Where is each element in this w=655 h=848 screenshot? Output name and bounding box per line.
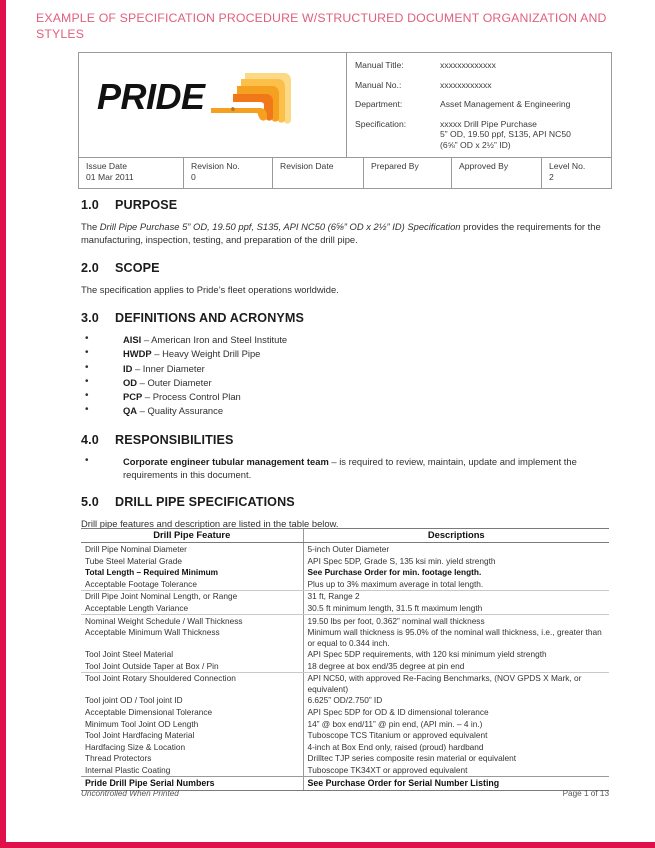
cell-description: 31 ft, Range 2: [307, 591, 360, 602]
cell-label: Revision No.: [191, 161, 240, 171]
purpose-paragraph: [81, 220, 612, 246]
purpose-text-b: provides the requirements for the manufacturing, inspection, testing, and preparation of the drill pipe.: [81, 221, 601, 245]
section-title: SCOPE: [115, 261, 160, 275]
section-purpose: [81, 198, 612, 246]
spec-table-header-row: [81, 529, 609, 543]
table-row: [81, 627, 609, 649]
spec-table: [81, 529, 609, 791]
table-row: [81, 718, 609, 730]
document-body: [81, 198, 612, 545]
cell-feature: Tool Joint Hardfacing Material: [81, 730, 303, 742]
section-number: 1.0: [81, 198, 99, 212]
header-cell-approved-by: [452, 158, 542, 188]
cell-description: API Spec 5DP for OD & ID dimensional tolerance: [307, 706, 489, 717]
meta-value-line: xxxxx Drill Pipe Purchase: [440, 118, 537, 129]
list-item: [81, 333, 612, 347]
meta-value-line: (6⅝” OD x 2½” ID): [440, 139, 511, 150]
header-cell-level-no: [542, 158, 611, 188]
list-item: [81, 376, 612, 390]
cell-label: Revision Date: [280, 161, 334, 171]
cell-description: 5-inch Outer Diameter: [307, 544, 390, 554]
meta-value: [440, 60, 611, 71]
meta-label: Manual Title:: [355, 60, 404, 70]
cell-description: 14” @ box end/11” @ pin end, (API min. – 4 in.): [307, 718, 483, 729]
header-cell-revision-no: [184, 158, 273, 188]
definition-term: QA: [123, 405, 138, 417]
logo-trademark: ®: [231, 107, 235, 113]
table-row: [81, 741, 609, 753]
section-responsibilities: [81, 433, 612, 481]
cell-feature: Tool joint OD / Tool joint ID: [81, 695, 303, 707]
header-logo-cell: [79, 53, 347, 157]
document-header-table: [78, 52, 612, 189]
cell-label: Approved By: [459, 161, 509, 171]
meta-value-line: xxxxxxxxxxxx: [440, 79, 492, 90]
footer-left-text: Uncontrolled When Printed: [81, 789, 179, 798]
cell-value: 0: [191, 171, 196, 182]
specifications-intro: Drill pipe features and description are listed in the table below.: [81, 517, 339, 529]
table-row: [81, 590, 609, 602]
scope-paragraph: The specification applies to Pride’s fleet operations worldwide.: [81, 284, 339, 295]
cell-feature: Pride Drill Pipe Serial Numbers: [81, 776, 303, 790]
cell-feature: Acceptable Dimensional Tolerance: [81, 706, 303, 718]
cell-value: 2: [549, 171, 554, 182]
section-number: 4.0: [81, 432, 99, 447]
section-heading-purpose: [81, 198, 612, 212]
meta-value-line: xxxxxxxxxxxxx: [440, 60, 496, 70]
cell-description: Tuboscope TK34XT or approved equivalent: [307, 764, 468, 775]
column-header-descriptions: Descriptions: [303, 529, 609, 543]
cell-description: See Purchase Order for min. footage length.: [307, 567, 482, 578]
pride-logo: [91, 67, 335, 129]
definition-term: PCP: [123, 391, 143, 403]
definitions-list: [81, 333, 612, 419]
meta-label: Department:: [355, 99, 403, 109]
header-cell-issue-date: [79, 158, 184, 188]
meta-row-department: [355, 99, 611, 110]
cell-feature: Thread Protectors: [81, 753, 303, 765]
cell-feature: Internal Plastic Coating: [81, 764, 303, 776]
cell-description: 6.625” OD/2.750” ID: [307, 695, 383, 706]
table-row: [81, 614, 609, 626]
meta-value: [440, 119, 611, 151]
definition-term: ID: [123, 362, 133, 374]
table-row: [81, 730, 609, 742]
section-definitions: [81, 311, 612, 419]
page-title: EXAMPLE OF SPECIFICATION PROCEDURE W/STRUCTURED DOCUMENT ORGANIZATION AND STYLES: [36, 11, 607, 41]
header-cell-prepared-by: [364, 158, 452, 188]
cell-feature: Tube Steel Material Grade: [81, 555, 303, 567]
cell-label: Issue Date: [86, 161, 128, 171]
cell-description: 4-inch at Box End only, raised (proud) hardband: [307, 741, 484, 752]
responsibilities-list: [81, 455, 612, 481]
cell-description: API Spec 5DP requirements, with 120 ksi minimum yield strength: [307, 649, 547, 660]
header-top-row: [79, 53, 611, 158]
table-row: [81, 567, 609, 579]
meta-row-specification: [355, 119, 611, 151]
cell-feature: Minimum Tool Joint OD Length: [81, 718, 303, 730]
cell-feature: Drill Pipe Joint Nominal Length, or Range: [81, 590, 303, 602]
definition-text: – Quality Assurance: [137, 405, 224, 417]
table-row: [81, 672, 609, 695]
purpose-text-a: The: [81, 221, 100, 232]
definition-term: HWDP: [123, 348, 152, 360]
spec-table-body: [81, 543, 609, 791]
cell-description: 30.5 ft minimum length, 31.5 ft maximum length: [303, 602, 609, 614]
section-heading-scope: [81, 261, 612, 275]
cell-value: 01 Mar 2011: [86, 171, 134, 182]
meta-value-line: Asset Management & Engineering: [440, 99, 571, 109]
table-row: [81, 555, 609, 567]
section-number: 5.0: [81, 494, 99, 509]
cell-description: 18 degree at box end/35 degree at pin end: [303, 660, 609, 672]
definition-text: – Heavy Weight Drill Pipe: [151, 348, 261, 360]
definition-text: – Outer Diameter: [137, 376, 212, 388]
header-meta-cell: [347, 53, 611, 157]
section-heading-specifications: [81, 495, 612, 509]
cell-feature: Hardfacing Size & Location: [81, 741, 303, 753]
table-row: [81, 660, 609, 672]
meta-label: Manual No.:: [355, 79, 402, 90]
table-row: [81, 753, 609, 765]
header-cell-revision-date: [273, 158, 364, 188]
table-row: [81, 764, 609, 776]
cell-description: Drilltec TJP series composite resin material or equivalent: [307, 753, 517, 764]
column-header-feature: Drill Pipe Feature: [81, 529, 303, 543]
header-bottom-row: [79, 158, 611, 188]
table-row: [81, 543, 609, 555]
section-scope: [81, 261, 612, 296]
list-item: [81, 404, 612, 418]
cell-feature: Acceptable Length Variance: [81, 602, 303, 614]
page-footer: [81, 789, 609, 798]
definition-term: AISI: [123, 334, 142, 345]
list-item: [81, 455, 612, 481]
section-title: DEFINITIONS AND ACRONYMS: [115, 311, 304, 325]
meta-value: [440, 80, 611, 91]
cell-feature: Nominal Weight Schedule / Wall Thickness: [81, 614, 303, 626]
table-row: [81, 695, 609, 707]
meta-row-manual-no: [355, 80, 611, 91]
list-item: [81, 362, 612, 376]
list-item: [81, 390, 612, 404]
cell-description: 19.50 lbs per foot, 0.362” nominal wall thickness: [307, 615, 485, 626]
cell-description: Plus up to 3% maximum average in total length.: [303, 578, 609, 590]
cell-feature: Drill Pipe Nominal Diameter: [81, 543, 303, 555]
cell-feature: Acceptable Footage Tolerance: [81, 578, 303, 590]
cell-feature: Tool Joint Steel Material: [81, 649, 303, 661]
definition-text: – American Iron and Steel Institute: [141, 334, 288, 345]
section-heading-definitions: [81, 311, 612, 325]
cell-feature: Acceptable Minimum Wall Thickness: [81, 627, 303, 649]
responsibility-term: Corporate engineer tubular management team: [123, 455, 329, 467]
cell-description: Minimum wall thickness is 95.0% of the nominal wall thickness, i.e., greater than or equal to 0.344 inch.: [307, 627, 602, 648]
swoosh-icon: [211, 67, 335, 129]
cell-feature: Tool Joint Outside Taper at Box / Pin: [81, 660, 303, 672]
cell-description: API Spec 5DP, Grade S, 135 ksi min. yield strength: [307, 555, 496, 566]
purpose-text-italic: Drill Pipe Purchase 5” OD, 19.50 ppf, S135, API NC50 (6⅝” OD x 2½” ID) Specification: [99, 221, 461, 232]
table-row: [81, 578, 609, 590]
cell-feature: Tool Joint Rotary Shouldered Connection: [81, 672, 303, 695]
meta-label: Specification:: [355, 118, 407, 129]
section-number: 2.0: [81, 261, 99, 275]
definition-text: – Process Control Plan: [142, 391, 241, 403]
table-row: [81, 706, 609, 718]
table-row: [81, 602, 609, 614]
section-title: DRILL PIPE SPECIFICATIONS: [115, 494, 295, 509]
responsibility-text: – is required to review, maintain, update and implement the requirements in this document.: [123, 455, 577, 480]
meta-value-line: 5” OD, 19.50 ppf, S135, API NC50: [440, 129, 571, 139]
section-specifications: [81, 495, 612, 530]
cell-label: Level No.: [549, 161, 586, 171]
cell-label: Prepared By: [371, 161, 419, 171]
cell-description: See Purchase Order for Serial Number Listing: [303, 776, 609, 790]
section-heading-responsibilities: [81, 433, 612, 447]
meta-row-manual-title: [355, 60, 611, 71]
meta-value: [440, 99, 611, 110]
definition-text: – Inner Diameter: [132, 362, 205, 374]
cell-feature: Total Length – Required Minimum: [81, 567, 303, 579]
section-title: PURPOSE: [115, 198, 178, 212]
logo-wordmark: PRIDE: [97, 76, 205, 117]
table-row: [81, 649, 609, 661]
section-title: RESPONSIBILITIES: [115, 432, 234, 447]
footer-page-number: Page 1 of 13: [562, 789, 609, 798]
definition-term: OD: [123, 376, 138, 388]
cell-description: Tuboscope TCS Titanium or approved equivalent: [307, 730, 488, 741]
cell-description: API NC50, with approved Re-Facing Benchmarks, (NOV GPDS X Mark, or equivalent): [307, 673, 582, 694]
section-number: 3.0: [81, 311, 99, 325]
list-item: [81, 347, 612, 361]
